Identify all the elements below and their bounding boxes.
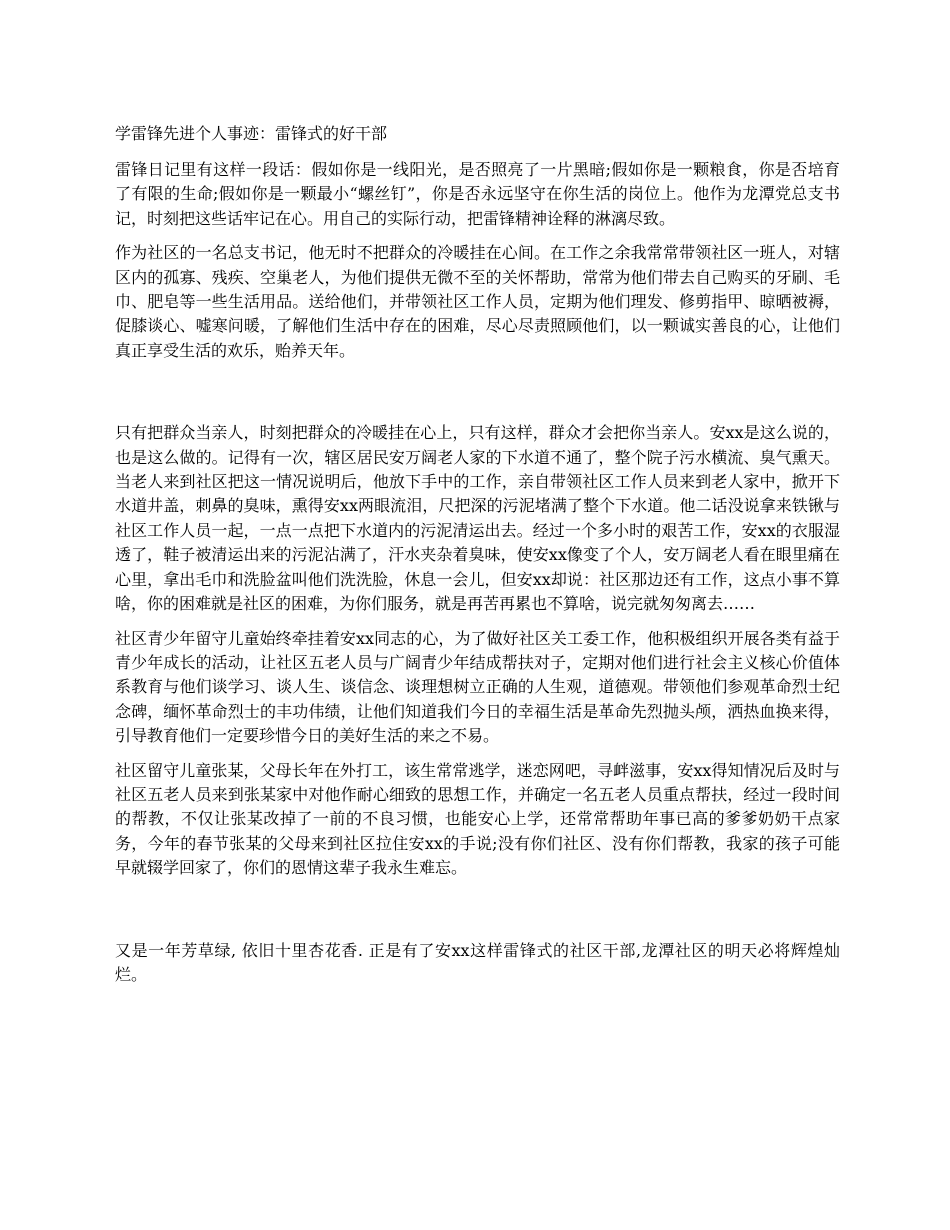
paragraph-4: 社区青少年留守儿童始终牵挂着安xx同志的心，为了做好社区关工委工作，他积极组织开展各类有益于青少年成长的活动，让社区五老人员与广阔青少年结成帮扶对子，定期对他们进行社会主义核心价值体系教育与他们谈学习、谈人生、谈信念、谈理想树立正确的人生观，道德观。带领他们参观革命烈士纪念碑，缅怀革命烈士的丰功伟绩，让他们知道我们今日的幸福生活是革命先烈抛头颅，洒热血换来得，引导教育他们一定要珍惜今日的美好生活的来之不易。 — [115, 628, 840, 746]
blank-gap — [115, 373, 840, 421]
paragraph-6: 又是一年芳草绿, 依旧十里杏花香. 正是有了安xx这样雷锋式的社区干部,龙潭社区的明天必将辉煌灿烂。 — [115, 940, 840, 984]
paragraph-2: 作为社区的一名总支书记，他无时不把群众的冷暖挂在心间。在工作之余我常常带领社区一班人，对辖区内的孤寡、残疾、空巢老人，为他们提供无微不至的关怀帮助，常常为他们带去自己购买的牙刷、毛巾、肥皂等一些生活用品。送给他们，并带领社区工作人员，定期为他们理发、修剪指甲、晾晒被褥，促膝谈心、嘘寒问暖，了解他们生活中存在的困难，尽心尽责照顾他们，以一颗诚实善良的心，让他们真正享受生活的欢乐，贻养天年。 — [115, 243, 840, 360]
paragraph-1: 雷锋日记里有这样一段话：假如你是一线阳光，是否照亮了一片黑暗;假如你是一颗粮食，你是否培育了有限的生命;假如你是一颗最小“螺丝钉”，你是否永远坚守在你生活的岗位上。他作为龙潭党总支书记，时刻把这些话牢记在心。用自己的实际行动，把雷锋精神诠释的淋漓尽致。 — [115, 160, 840, 228]
paragraph-3: 只有把群众当亲人，时刻把群众的冷暖挂在心上，只有这样，群众才会把你当亲人。安xx是这么说的，也是这么做的。记得有一次，辖区居民安万阔老人家的下水道不通了，整个院子污水横流、臭气熏天。当老人来到社区把这一情况说明后，他放下手中的工作，亲自带领社区工作人员来到老人家中，掀开下水道井盖，刺鼻的臭味，熏得安xx两眼流泪，尺把深的污泥堵满了整个下水道。他二话没说拿来铁锹与社区工作人员一起，一点一点把下水道内的污泥清运出去。经过一个多小时的艰苦工作，安xx的衣服湿透了，鞋子被清运出来的污泥沾满了，汗水夹杂着臭味，使安xx像变了个人，安万阔老人看在眼里痛在心里，拿出毛巾和洗脸盆叫他们洗洗脸，休息一会儿，但安xx却说：社区那边还有工作，这点小事不算啥，你的困难就是社区的困难，为你们服务，就是再苦再累也不算啥，说完就匆匆离去…… — [115, 423, 840, 614]
paragraph-5: 社区留守儿童张某，父母长年在外打工，该生常常逃学，迷恋网吧，寻衅滋事，安xx得知情况后及时与社区五老人员来到张某家中对他作耐心细致的思想工作，并确定一名五老人员重点帮扶，经过一段时间的帮教，不仅让张某改掉了一前的不良习惯，也能安心上学，还常常帮助年事已高的爹爹奶奶干点家务，今年的春节张某的父母来到社区拉住安xx的手说;没有你们社区、没有你们帮教，我家的孩子可能早就辍学回家了，你们的恩情这辈子我永生难忘。 — [115, 760, 840, 878]
document-title: 学雷锋先进个人事迹：雷锋式的好干部 — [115, 124, 388, 143]
blank-gap — [115, 891, 840, 939]
document-page — [115, 122, 840, 997]
